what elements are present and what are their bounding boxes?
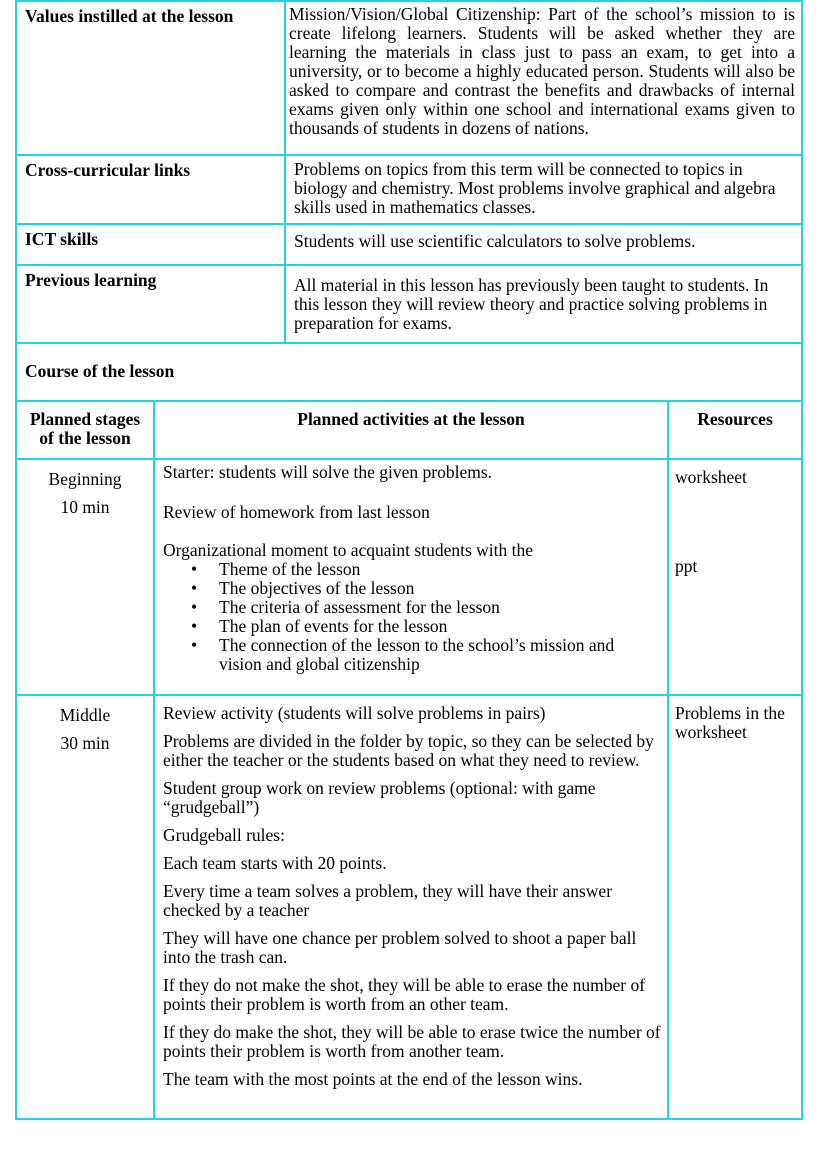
previous-learning-row [16, 265, 802, 343]
middle-resources [668, 695, 802, 1119]
values-row [16, 1, 802, 155]
beginning-time: 10 min [60, 497, 110, 517]
ict-label: ICT skills [16, 224, 285, 265]
beginning-activity-organizational: Organizational moment to acquaint students with the [163, 540, 534, 560]
beginning-stage-cell [16, 459, 154, 695]
beginning-row [16, 459, 802, 695]
middle-activity: Grudgeball rules: [163, 825, 285, 845]
middle-stage-cell [16, 695, 154, 1119]
list-item: • The plan of events for the lesson [219, 617, 661, 636]
resource-problems-worksheet: Problems in the worksheet [675, 703, 785, 742]
lesson-info-table [15, 0, 803, 344]
middle-activity: They will have one chance per problem solved to shoot a paper ball into the trash can. [163, 928, 637, 967]
middle-stage: Middle [59, 705, 111, 725]
middle-activity: The team with the most points at the end of the lesson wins. [163, 1069, 583, 1089]
list-item: • The criteria of assessment for the lesson [219, 598, 661, 617]
middle-time: 30 min [60, 733, 110, 753]
beginning-activities [154, 459, 668, 695]
list-item: • The objectives of the lesson [219, 579, 661, 598]
values-text: Mission/Vision/Global Citizenship: Part of the school’s mission to is create lifelong learners. Students will be asked whether they are learning the materials in class just to pass an exam, to get into a university, or to become a highly educated person. Students will also be asked to compare and contrast the benefits and drawbacks of internal exams given only within one school and international exams given to thousands of students in dozens of nations. [285, 1, 802, 155]
middle-activity: Student group work on review problems (optional: with game “grudgeball”) [163, 778, 596, 817]
course-table [15, 342, 803, 1120]
ict-text: Students will use scientific calculators to solve problems. [285, 224, 802, 265]
list-item: • The connection of the lesson to the school’s mission and vision and global citizenship [219, 636, 661, 674]
middle-activity: If they do not make the shot, they will be able to erase the number of points their problem is worth from an other team. [163, 975, 646, 1014]
resource-worksheet: worksheet [675, 467, 747, 487]
course-title: Course of the lesson [16, 343, 802, 401]
lesson-plan-page [15, 0, 801, 1120]
header-resources: Resources [668, 401, 802, 459]
course-header-row [16, 401, 802, 459]
ict-row [16, 224, 802, 265]
cross-curricular-text: Problems on topics from this term will be connected to topics in biology and chemistry. Most problems involve graphical and algebra skills used in mathematics classes. [285, 155, 802, 224]
previous-learning-text: All material in this lesson has previously been taught to students. In this lesson they will review theory and practice solving problems in preparation for exams. [285, 265, 802, 343]
course-title-row [16, 343, 802, 401]
beginning-bullet-list [163, 560, 661, 674]
previous-learning-label: Previous learning [16, 265, 285, 343]
cross-curricular-label: Cross-curricular links [16, 155, 285, 224]
middle-activity: Each team starts with 20 points. [163, 853, 387, 873]
middle-activities [154, 695, 668, 1119]
middle-activity: If they do make the shot, they will be able to erase twice the number of points their problem is worth from another team. [163, 1022, 661, 1061]
middle-activity: Problems are divided in the folder by topic, so they can be selected by either the teacher or the students based on what they need to review. [163, 731, 654, 770]
values-label: Values instilled at the lesson [16, 1, 285, 155]
middle-activity: Review activity (students will solve problems in pairs) [163, 703, 546, 723]
cross-curricular-row [16, 155, 802, 224]
header-activities: Planned activities at the lesson [154, 401, 668, 459]
beginning-resources [668, 459, 802, 695]
header-stages: Planned stages of the lesson [16, 401, 154, 459]
list-item: • Theme of the lesson [219, 560, 661, 579]
beginning-stage: Beginning [48, 469, 122, 489]
middle-row [16, 695, 802, 1119]
beginning-activity-starter: Starter: students will solve the given problems. [163, 462, 493, 482]
beginning-activity-review: Review of homework from last lesson [163, 502, 430, 522]
middle-activity: Every time a team solves a problem, they will have their answer checked by a teacher [163, 881, 613, 920]
resource-ppt: ppt [675, 556, 698, 576]
